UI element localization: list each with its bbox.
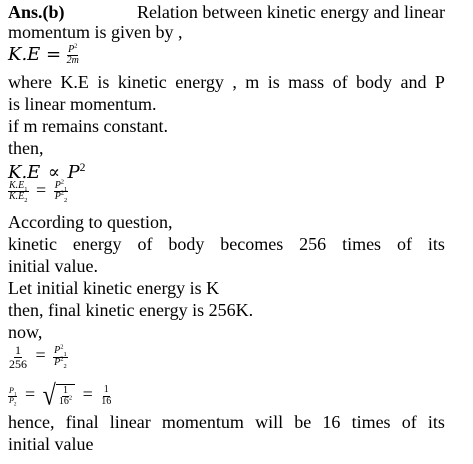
- p-ratio-fraction: [54, 178, 69, 205]
- p2-symbol: P: [54, 191, 61, 203]
- eq2-root-den: 16: [58, 396, 69, 407]
- ke-ratio-num: K.E: [9, 179, 25, 191]
- final-ke-line: then, final kinetic energy is 256K.: [8, 300, 254, 320]
- eq1-left-den: 256: [9, 356, 27, 371]
- intro-line-2: momentum is given by ,: [8, 22, 183, 42]
- hence-line-1: hence, final linear momentum will be 16 times of its: [8, 412, 445, 432]
- becomes-line-1: kinetic energy of body becomes 256 times of its: [8, 234, 445, 254]
- eq1-left-num: 1: [15, 343, 21, 357]
- equation-two: [8, 380, 112, 412]
- answer-label: Ans.(b): [8, 2, 65, 22]
- eq2-p1-sub: 1: [13, 391, 17, 398]
- eq2-root-fraction: [58, 386, 73, 408]
- ke-formula-num-exp: 2: [74, 42, 78, 50]
- ke-ratio-den-sub: 2: [24, 197, 28, 205]
- prop-rhs-exp: 2: [79, 161, 86, 174]
- eq1-equals: =: [35, 345, 46, 366]
- p1-sub: 1: [64, 185, 68, 193]
- eq1-p1-symbol: P: [54, 345, 61, 357]
- eq1-p2-exp: 2: [60, 355, 64, 363]
- p2-exp: 2: [60, 190, 65, 198]
- eq2-res-num: 1: [103, 384, 109, 395]
- eq2-p2-sub: 2: [13, 401, 17, 408]
- eq2-left-fraction: [8, 386, 17, 408]
- eq2-root-num: 1: [62, 384, 68, 396]
- eq2-result-fraction: [100, 385, 112, 407]
- becomes-line-2: initial value.: [8, 256, 98, 276]
- prop-operator: ∝: [47, 162, 60, 182]
- p1-symbol: P: [54, 179, 61, 191]
- p2-sub: 2: [64, 197, 68, 205]
- equation-one: [8, 344, 68, 370]
- where-line-1: where K.E is kinetic energy , m is mass of body and P: [8, 72, 445, 92]
- ratio-formula: [8, 180, 68, 203]
- constant-line: if m remains constant.: [8, 116, 168, 136]
- initial-ke-line: Let initial kinetic energy is K: [8, 278, 220, 298]
- ratio-equals: =: [36, 180, 47, 200]
- ke-formula-num: P: [68, 43, 75, 55]
- eq2-radicand: [56, 384, 75, 408]
- eq2-p2: P: [9, 395, 14, 405]
- eq2-equals-2: =: [82, 384, 93, 405]
- eq1-p1-exp: 2: [60, 343, 64, 351]
- ke-formula-lhs: K.E =: [8, 44, 62, 65]
- ke-formula: [8, 44, 80, 67]
- eq2-equals: =: [24, 384, 36, 405]
- eq2-res-den: 16: [101, 395, 112, 407]
- radical-sign: √: [42, 380, 56, 412]
- intro-line-1: [8, 2, 445, 23]
- now-line: now,: [8, 322, 43, 342]
- ke-ratio-fraction: [8, 181, 29, 203]
- eq1-left-fraction: [8, 344, 28, 370]
- ke-formula-den: 2m: [66, 55, 79, 67]
- intro-text-1: Relation between kinetic energy and linear: [136, 2, 445, 22]
- ke-ratio-num-sub: 1: [24, 185, 28, 193]
- hence-line-2: initial value: [8, 434, 94, 454]
- eq2-root-den-exp: 2: [68, 394, 73, 402]
- eq2-p1: P: [9, 386, 14, 396]
- eq1-right-fraction: [53, 343, 68, 370]
- prop-rhs: P: [67, 162, 80, 183]
- according-line: According to question,: [8, 212, 173, 232]
- eq1-p2-sub: 2: [63, 362, 67, 370]
- eq1-p2-symbol: P: [54, 356, 61, 368]
- p1-exp: 2: [60, 178, 65, 186]
- ke-formula-fraction: [66, 42, 80, 67]
- then-line: then,: [8, 138, 44, 158]
- ke-ratio-den: K.E: [9, 191, 25, 203]
- eq2-square-root: [42, 380, 75, 412]
- eq1-p1-sub: 1: [63, 351, 67, 359]
- prop-lhs: K.E: [8, 162, 41, 183]
- where-line-2: is linear momentum.: [8, 94, 157, 114]
